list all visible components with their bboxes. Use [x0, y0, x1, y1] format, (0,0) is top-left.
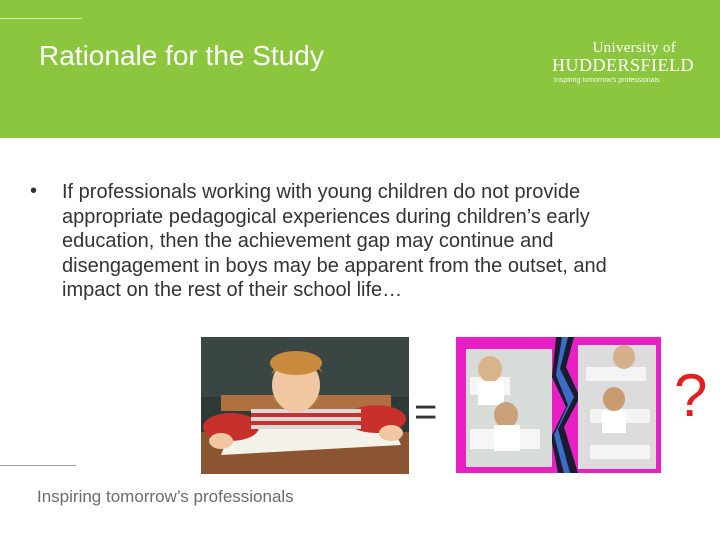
logo-line-tagline: Inspiring tomorrow's professionals [554, 77, 660, 84]
slide-header [0, 0, 720, 138]
logo-line-huddersfield: HUDDERSFIELD [552, 55, 695, 75]
question-mark: ? [674, 362, 708, 429]
bullet-marker: • [30, 180, 38, 202]
footer-rule [0, 465, 76, 466]
footer-tagline: Inspiring tomorrow’s professionals [37, 487, 294, 506]
equals-sign: = [414, 390, 438, 434]
logo-line-university: University of [592, 40, 676, 56]
university-logo [548, 40, 695, 90]
bored-boy-image [201, 337, 409, 474]
photo-classroom [456, 337, 661, 473]
photo-bored-boy [201, 337, 409, 474]
classroom-image [456, 337, 661, 473]
header-rule [0, 18, 82, 19]
bullet-text: If professionals working with young children do not provide appropriate pedagogical experiences during children’s early education, then the achievement gap may continue and disengagement in boys may be apparent from the outset, and impact on the rest of their school life… [62, 181, 607, 301]
slide-title: Rationale for the Study [39, 40, 324, 71]
